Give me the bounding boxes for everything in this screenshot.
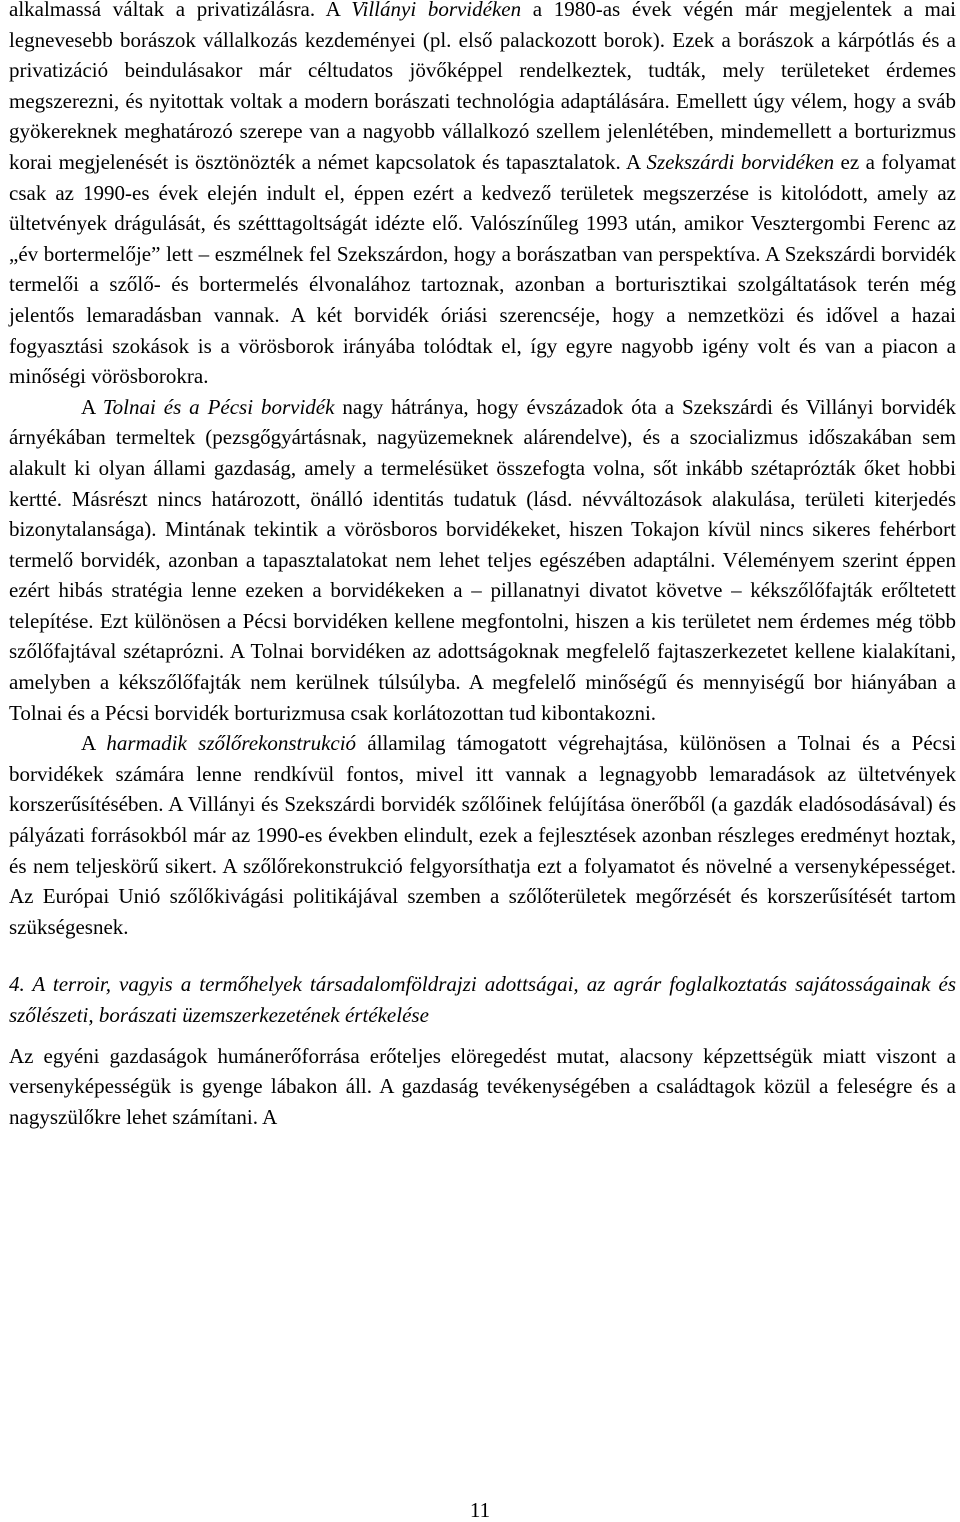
text-run: A bbox=[81, 731, 107, 756]
italic-term: harmadik szőlőrekonstrukció bbox=[106, 731, 357, 756]
italic-term: Szekszárdi borvidéken bbox=[646, 149, 835, 174]
text-run: A bbox=[81, 394, 103, 419]
text-run: nagy hátránya, hogy évszázadok óta a Szekszárdi és Villányi borvidék árnyékában termeltek (pezsgőgyártásnak, nagyüzemeknek alárendelve), és a szocializmus időszakában sem alakult ki olyan állami gazdaság, amely a termelésüket összefogta volna, sőt inkább szétaprózták őket hobbi kertté. Másrészt nincs határozott, önálló identitás tudatuk (lásd. névváltozások alakulása, területi kiterjedés bizonytalansága). Mintának tekintik a vörösboros borvidékeket, hiszen Tokajon kívül nincs sikeres fehérbort termelő borvidék, azonban a tapasztalatokat nem lehet teljes egészében adaptálni. Véleményem szerint éppen ezért hibás stratégia lenne ezeken a borvidékeken a – pillanatnyi divatot követve – kékszőlőfajták erőltetett telepítése. Ezt különösen a Pécsi borvidéken kellene megfontolni, hiszen a kis területet nem érdemes még több szőlőfajtával szétaprózni. A Tolnai borvidéken az adottságoknak megfelelő fajtaszerkezetet kellene kialakítani, amelyben a kékszőlőfajták nem kerülnek túlsúlyba. A megfelelő minőségű és mennyiségű bor hiányában a Tolnai és a Pécsi borvidék borturizmusa csak korlátozottan tud kibontakozni. bbox=[9, 394, 956, 725]
paragraph-szoelorekonstrukcio bbox=[9, 728, 956, 942]
text-run: államilag támogatott végrehajtása, különösen a Tolnai és a Pécsi borvidékek számára lenne rendkívül fontos, mivel itt vannak a legnagyobb lemaradások az ültetvények korszerűsítésében. A Villányi és Szekszárdi borvidék szőlőinek felújítása önerőből (a gazdák eladósodásával) és pályázati forrásokból már az 1990-es években elindult, ezek a fejlesztések azonban részleges eredményt hoztak, és nem teljeskörű sikert. A szőlőrekonstrukció felgyorsíthatja ezt a folyamatot és növelné a versenyképességet. Az Európai Unió szőlőkivágási politikájával szemben a szőlőterületek megőrzését és korszerűsítését tartom szükségesnek. bbox=[9, 731, 956, 939]
text-run: a 1980-as évek végén már megjelentek a mai legnevesebb borászok vállalkozás kezdeményei (pl. első palackozott borok). Ezek a borászok a kárpótlás és a privatizáció beindulásakor már céltudatos jövőképpel rendelkeztek, tudták, mely területeket érdemes megszerezni, és nyitottak voltak a modern borászati technológia adaptálására. Emellett úgy vélem, hogy a sváb gyökereknek meghatározó szerepe van a nagyobb vállalkozó szellem jelenlétében, mindemellett a borturizmus korai megjelenését is ösztönözték a német kapcsolatok és tapasztalatok. A bbox=[9, 0, 957, 174]
section-heading: 4. A terroir, vagyis a termőhelyek társadalomföldrajzi adottságai, az agrár foglalkoztatás sajátosságainak és szőlészeti, borászati üzemszerkezetének értékelése bbox=[9, 972, 956, 1027]
text-run: alkalmassá váltak a privatizálásra. A bbox=[9, 0, 352, 21]
paragraph-villanyi-szekszard bbox=[9, 0, 956, 392]
italic-term: Tolnai és a Pécsi borvidék bbox=[102, 394, 335, 419]
page-number: 11 bbox=[469, 1498, 491, 1522]
text-run: ez a folyamat csak az 1990-es évek elején indult el, éppen ezért a kedvező területek megszerzése is kitolódott, amely az ültetvények drágulását, és szétttagoltságát idézte elő. Valószínűleg 1993 után, amikor Vesztergombi Ferenc az „év bortermelője” lett – eszmélnek fel Szekszárdon, hogy a borászatban van perspektíva. A Szekszárdi borvidék termelői a szőlő- és bortermelés élvonalához tartoznak, azonban a borturisztikai szolgáltatások terén még jelentős lemaradásban vannak. A két borvidék óriási szerencséje, hogy a nemzetközi és idővel a hazai fogyasztási szokások is a vörösborok irányába tolódtak el, így egyre nagyobb igény volt és van a piacon a minőségi vörösborokra. bbox=[9, 149, 956, 389]
paragraph-tolnai-pecsi bbox=[9, 392, 956, 729]
italic-term: Villányi borvidéken bbox=[351, 0, 522, 21]
paragraph-egyeni-gazdasagok: Az egyéni gazdaságok humánerőforrása erőteljes elöregedést mutat, alacsony képzettségük miatt viszont a versenyképességük is gyenge lábakon áll. A gazdaság tevékenységében a családtagok közül a feleségre és a nagyszülőkre lehet számítani. A bbox=[9, 1043, 956, 1129]
body-text bbox=[9, 0, 956, 1132]
